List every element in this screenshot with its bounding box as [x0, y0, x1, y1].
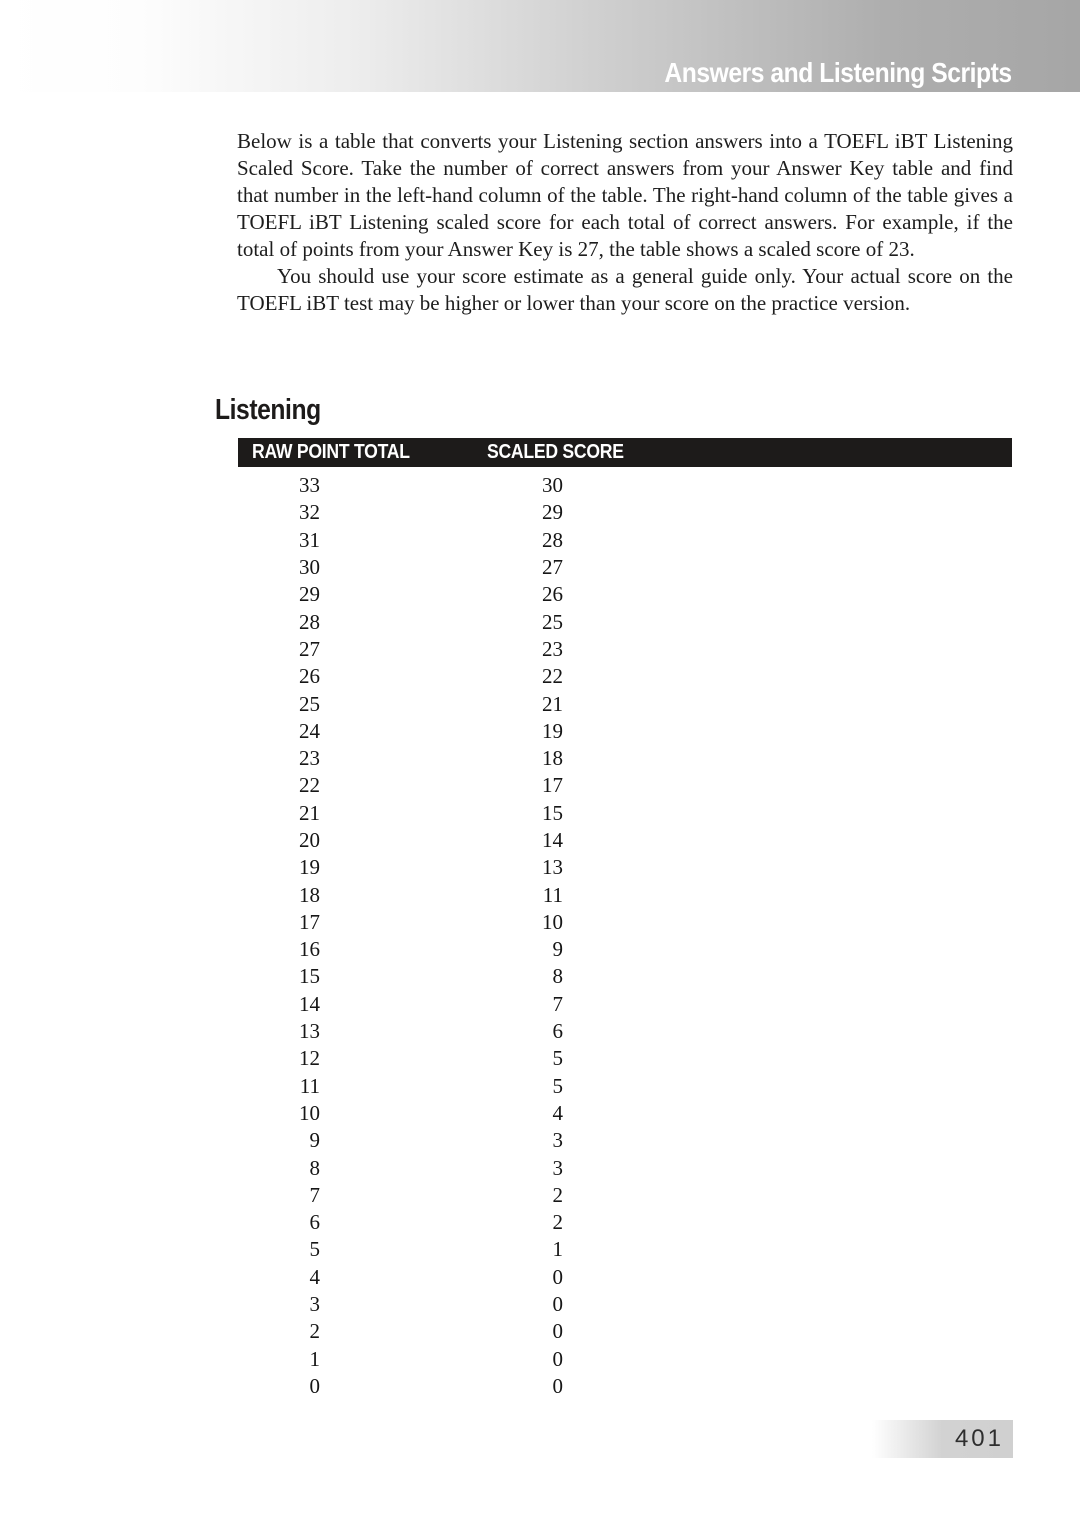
raw-point-cell: 2 [309, 1319, 320, 1344]
table-row [238, 854, 1012, 881]
raw-point-cell: 15 [299, 964, 320, 989]
raw-point-cell: 10 [299, 1100, 320, 1125]
raw-point-cell: 8 [309, 1155, 320, 1180]
raw-point-cell: 16 [299, 937, 320, 962]
scaled-score-cell: 0 [552, 1346, 563, 1371]
table-row [238, 554, 1012, 581]
table-row [238, 1291, 1012, 1318]
raw-point-cell: 19 [299, 855, 320, 880]
table-row [238, 1318, 1012, 1345]
scaled-score-cell: 10 [542, 909, 563, 934]
running-head-title: Answers and Listening Scripts [664, 57, 1012, 88]
table-row [238, 1127, 1012, 1154]
raw-point-cell: 33 [299, 473, 320, 498]
scaled-score-cell: 6 [552, 1019, 563, 1044]
table-row [238, 527, 1012, 554]
page-header-banner [0, 0, 1080, 92]
table-row [238, 745, 1012, 772]
intro-text [237, 128, 1013, 317]
table-row [238, 499, 1012, 526]
raw-point-cell: 1 [309, 1346, 320, 1371]
scaled-score-cell: 19 [542, 718, 563, 743]
raw-point-cell: 11 [299, 1073, 320, 1098]
table-row [238, 1100, 1012, 1127]
table-row [238, 636, 1012, 663]
intro-paragraph-1: Below is a table that converts your Listening section answers into a TOEFL iBT Listening Scaled Score. Take the number of correct answers from your Answer Key table and find that number in the left-hand column of the table. The right-hand column of the table gives a TOEFL iBT Listening scaled score for each total of correct answers. For example, if the total of points from your Answer Key is 27, the table shows a scaled score of 23. [237, 129, 1013, 261]
scaled-score-cell: 26 [542, 582, 563, 607]
scaled-score-cell: 23 [542, 636, 563, 661]
scaled-score-cell: 0 [552, 1319, 563, 1344]
raw-point-cell: 27 [299, 636, 320, 661]
scaled-score-cell: 0 [552, 1373, 563, 1398]
scaled-score-cell: 11 [542, 882, 563, 907]
table-row [238, 1182, 1012, 1209]
raw-point-cell: 9 [309, 1128, 320, 1153]
raw-point-cell: 22 [299, 773, 320, 798]
scaled-score-cell: 29 [542, 500, 563, 525]
table-row [238, 827, 1012, 854]
raw-point-cell: 0 [309, 1373, 320, 1398]
table-row [238, 800, 1012, 827]
scaled-score-cell: 25 [542, 609, 563, 634]
scaled-score-cell: 5 [552, 1046, 563, 1071]
scaled-score-cell: 4 [552, 1100, 563, 1125]
column-header-raw-point-total: RAW POINT TOTAL [252, 441, 410, 463]
scaled-score-cell: 3 [552, 1128, 563, 1153]
table-row [238, 1045, 1012, 1072]
score-table-body [238, 467, 1012, 1400]
table-row [238, 909, 1012, 936]
column-header-scaled-score: SCALED SCORE [487, 441, 624, 463]
table-header-row [238, 438, 1012, 467]
scaled-score-cell: 9 [552, 937, 563, 962]
table-row [238, 991, 1012, 1018]
page-number-tab [872, 1420, 1013, 1458]
page-number: 401 [954, 1425, 1004, 1452]
raw-point-cell: 25 [299, 691, 320, 716]
raw-point-cell: 13 [299, 1019, 320, 1044]
score-conversion-table [238, 438, 1012, 1400]
table-row [238, 963, 1012, 990]
scaled-score-cell: 28 [542, 527, 563, 552]
scaled-score-cell: 8 [552, 964, 563, 989]
raw-point-cell: 4 [309, 1264, 320, 1289]
raw-point-cell: 5 [309, 1237, 320, 1262]
scaled-score-cell: 2 [552, 1182, 563, 1207]
scaled-score-cell: 22 [542, 664, 563, 689]
scaled-score-cell: 1 [552, 1237, 563, 1262]
raw-point-cell: 12 [299, 1046, 320, 1071]
raw-point-cell: 3 [309, 1292, 320, 1317]
raw-point-cell: 20 [299, 828, 320, 852]
scaled-score-cell: 13 [542, 855, 563, 880]
table-row [238, 718, 1012, 745]
raw-point-cell: 24 [299, 718, 320, 743]
raw-point-cell: 29 [299, 582, 320, 607]
table-row [238, 472, 1012, 499]
scaled-score-cell: 7 [552, 991, 563, 1016]
intro-paragraph-2: You should use your score estimate as a general guide only. Your actual score on the TOEFL iBT test may be higher or lower than your score on the practice version. [237, 264, 1013, 315]
table-row [238, 1018, 1012, 1045]
raw-point-cell: 23 [299, 746, 320, 771]
table-row [238, 1209, 1012, 1236]
table-row [238, 1264, 1012, 1291]
raw-point-cell: 31 [299, 527, 320, 552]
raw-point-cell: 21 [299, 800, 320, 825]
raw-point-cell: 28 [299, 609, 320, 634]
listening-section-heading: Listening [215, 394, 321, 426]
scaled-score-cell: 3 [552, 1155, 563, 1180]
table-row [238, 1236, 1012, 1263]
scaled-score-cell: 27 [542, 555, 563, 580]
scaled-score-cell: 15 [542, 800, 563, 825]
scaled-score-cell: 0 [552, 1264, 563, 1289]
table-row [238, 881, 1012, 908]
raw-point-cell: 17 [299, 909, 320, 934]
table-row [238, 608, 1012, 635]
scaled-score-cell: 5 [552, 1073, 563, 1098]
scaled-score-cell: 2 [552, 1210, 563, 1235]
scaled-score-cell: 17 [542, 773, 563, 798]
raw-point-cell: 6 [309, 1210, 320, 1235]
table-row [238, 1346, 1012, 1373]
table-row [238, 1373, 1012, 1400]
table-row [238, 690, 1012, 717]
raw-point-cell: 7 [309, 1182, 320, 1207]
table-row [238, 663, 1012, 690]
raw-point-cell: 30 [299, 555, 320, 580]
table-row [238, 1073, 1012, 1100]
scaled-score-cell: 18 [542, 746, 563, 771]
table-row [238, 1154, 1012, 1181]
table-row [238, 581, 1012, 608]
scaled-score-cell: 14 [542, 828, 563, 852]
table-row [238, 936, 1012, 963]
raw-point-cell: 32 [299, 500, 320, 525]
scaled-score-cell: 0 [552, 1292, 563, 1317]
raw-point-cell: 26 [299, 664, 320, 689]
scaled-score-cell: 30 [542, 473, 563, 498]
raw-point-cell: 14 [299, 991, 320, 1016]
table-row [238, 772, 1012, 799]
raw-point-cell: 18 [299, 882, 320, 907]
scaled-score-cell: 21 [542, 691, 563, 716]
